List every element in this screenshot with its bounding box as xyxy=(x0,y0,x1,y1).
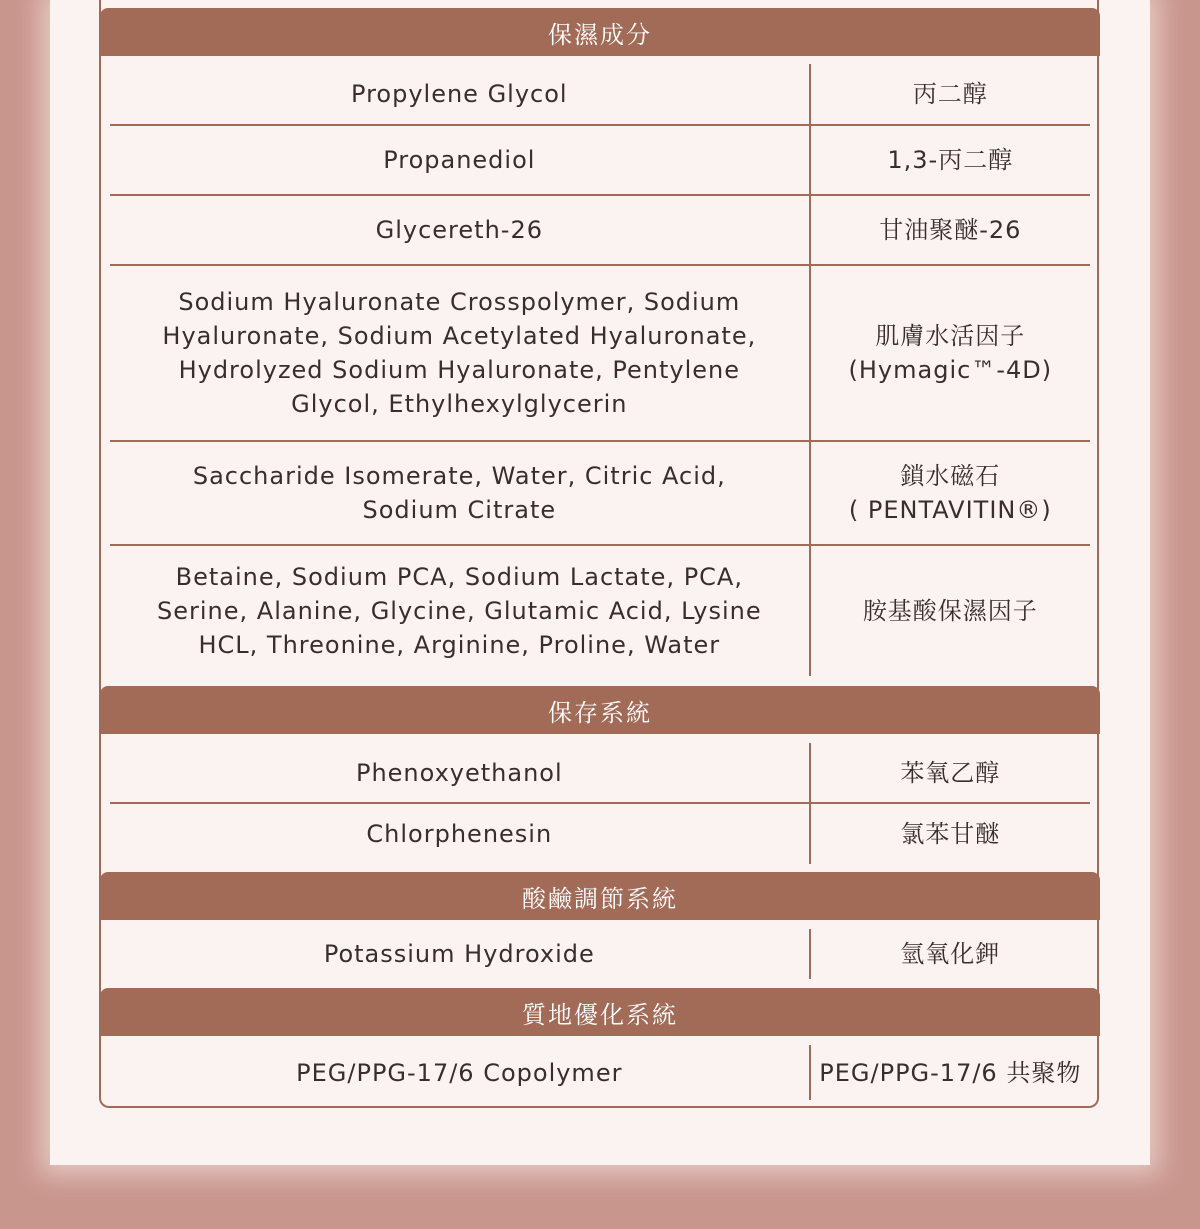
table-row xyxy=(110,546,1090,676)
ingredient-inci-name: Chlorphenesin xyxy=(366,820,553,848)
ingredient-chinese-name: 胺基酸保濕因子 xyxy=(809,546,1090,676)
ingredient-chinese-name: 苯氧乙醇 xyxy=(809,743,1090,802)
table-row xyxy=(110,743,1090,804)
ingredient-inci-name: Sodium Hyaluronate Crosspolymer, Sodium Hyaluronate, Sodium Acetylated Hyaluronate, Hydrolyzed Sodium Hyaluronate, Pentylene Glycol, Ethylhexylglycerin xyxy=(162,288,757,418)
ingredient-inci-name: Saccharide Isomerate, Water, Citric Acid, Sodium Citrate xyxy=(192,462,726,524)
ingredient-chinese-name: 氫氧化鉀 xyxy=(809,929,1090,979)
ingredient-chinese-name: 丙二醇 xyxy=(809,64,1090,124)
ingredient-inci-name: PEG/PPG-17/6 Copolymer xyxy=(296,1058,623,1087)
section-header-moisturizing: 保濕成分 xyxy=(100,8,1100,56)
ingredient-inci-name: Phenoxyethanol xyxy=(355,758,563,787)
ingredient-inci-name: Propanediol xyxy=(383,146,536,174)
table-row xyxy=(110,442,1090,546)
table-row xyxy=(110,1045,1090,1100)
table-row xyxy=(110,266,1090,442)
table-row xyxy=(110,126,1090,196)
ingredient-inci-name: Propylene Glycol xyxy=(351,80,568,108)
table-row xyxy=(110,929,1090,979)
section-header-texture: 質地優化系統 xyxy=(100,988,1100,1036)
table-row xyxy=(110,196,1090,266)
section-header-preservative: 保存系統 xyxy=(100,686,1100,734)
ingredient-chinese-name: 氯苯甘醚 xyxy=(809,804,1090,864)
table-row xyxy=(110,64,1090,126)
ingredient-inci-name: Glycereth-26 xyxy=(375,216,543,244)
table-row xyxy=(110,804,1090,864)
ingredient-chinese-name: 肌膚水活因子 (Hymagic™-4D) xyxy=(809,266,1090,440)
ingredient-chinese-name: 1,3-丙二醇 xyxy=(809,126,1090,194)
ingredient-chinese-name: 甘油聚醚-26 xyxy=(809,196,1090,264)
ingredient-chinese-name: 鎖水磁石 ( PENTAVITIN®) xyxy=(809,442,1090,544)
ingredient-chinese-name: PEG/PPG-17/6 共聚物 xyxy=(809,1045,1090,1100)
ingredient-inci-name: Betaine, Sodium PCA, Sodium Lactate, PCA, Serine, Alanine, Glycine, Glutamic Acid, Lysine HCL, Threonine, Arginine, Proline, Water xyxy=(157,563,762,659)
ingredient-inci-name: Potassium Hydroxide xyxy=(323,940,595,968)
section-header-ph-adjusting: 酸鹼調節系統 xyxy=(100,872,1100,920)
